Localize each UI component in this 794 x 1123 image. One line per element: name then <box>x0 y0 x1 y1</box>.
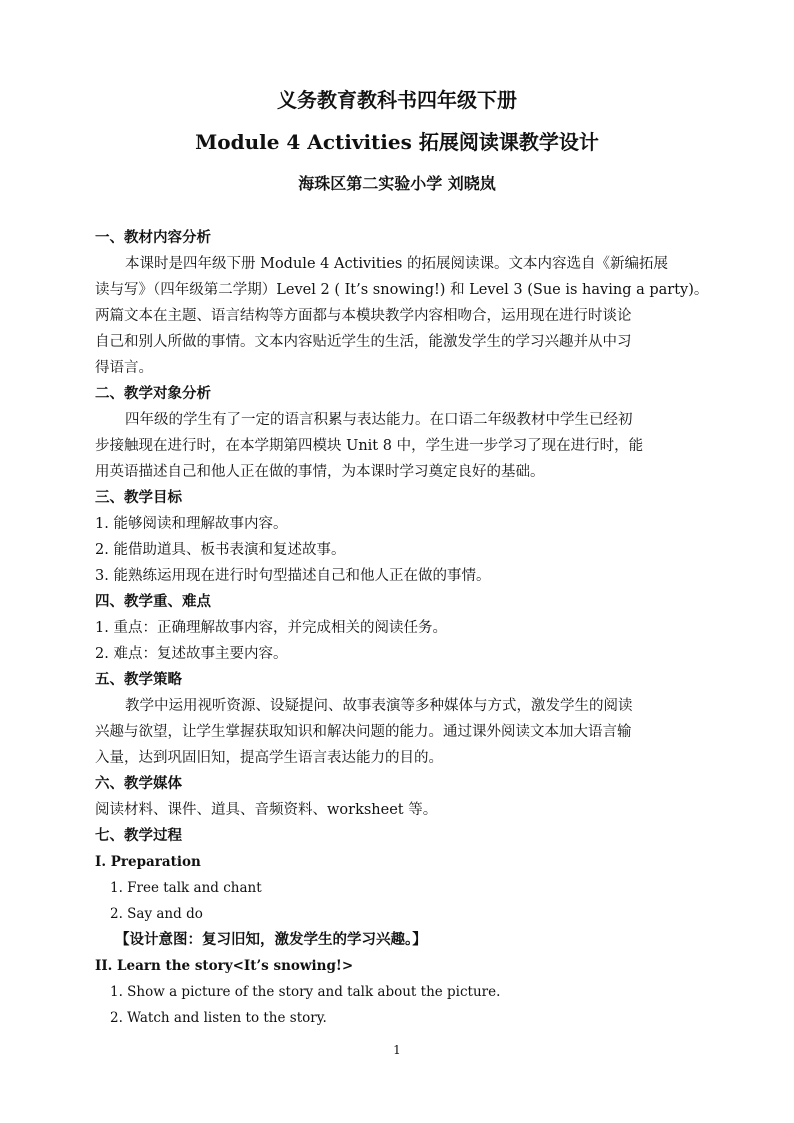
paragraph-line: 读与写》（四年级第二学期）Level 2 ( It’s snowing!) 和 Level 3 (Sue is having a party)。 <box>95 282 709 298</box>
list-item: 1. 能够阅读和理解故事内容。 <box>95 516 288 532</box>
design-intent-note: 【设计意图：复习旧知，激发学生的学习兴趣。】 <box>115 931 427 948</box>
list-item: 2. Watch and listen to the story. <box>110 1010 327 1026</box>
paragraph-line: 得语言。 <box>95 360 153 376</box>
paragraph-line: 兴趣与欲望，让学生掌握获取知识和解决问题的能力。通过课外阅读文本加大语言输 <box>95 724 632 740</box>
list-item: 2. 能借助道具、板书表演和复述故事。 <box>95 542 346 558</box>
section-heading-strategy: 五、教学策略 <box>95 671 182 688</box>
section-heading-media: 六、教学媒体 <box>95 775 182 792</box>
list-item: 1. 重点：正确理解故事内容，并完成相关的阅读任务。 <box>95 620 447 636</box>
page-number: 1 <box>393 1043 401 1057</box>
section-heading-students: 二、教学对象分析 <box>95 385 211 402</box>
paragraph-line: 阅读材料、课件、道具、音频资料、worksheet 等。 <box>95 802 438 818</box>
section-heading-process: 七、教学过程 <box>95 827 182 844</box>
step-heading-learn-story: II. Learn the story<It’s snowing!> <box>95 958 354 974</box>
document-title: 义务教育教科书四年级下册 <box>277 88 517 112</box>
paragraph-line: 本课时是四年级下册 Module 4 Activities 的拓展阅读课。文本内容选自《新编拓展 <box>125 256 668 272</box>
document-subtitle: Module 4 Activities 拓展阅读课教学设计 <box>195 130 599 154</box>
paragraph-line: 教学中运用视听资源、设疑提问、故事表演等多种媒体与方式，激发学生的阅读 <box>125 698 633 714</box>
step-heading-preparation: I. Preparation <box>95 854 201 870</box>
section-heading-key-points: 四、教学重、难点 <box>95 593 211 610</box>
author-line: 海珠区第二实验小学 刘晓岚 <box>298 174 496 193</box>
paragraph-line: 两篇文本在主题、语言结构等方面都与本模块教学内容相吻合，运用现在进行时谈论 <box>95 308 632 324</box>
paragraph-line: 入量，达到巩固旧知，提高学生语言表达能力的目的。 <box>95 750 443 766</box>
paragraph-line: 用英语描述自己和他人正在做的事情，为本课时学习奠定良好的基础。 <box>95 464 545 480</box>
list-item: 2. 难点：复述故事主要内容。 <box>95 646 288 662</box>
section-heading-objectives: 三、教学目标 <box>95 489 182 506</box>
list-item: 1. Free talk and chant <box>110 880 262 896</box>
paragraph-line: 自己和别人所做的事情。文本内容贴近学生的生活，能激发学生的学习兴趣并从中习 <box>95 334 632 350</box>
list-item: 3. 能熟练运用现在进行时句型描述自己和他人正在做的事情。 <box>95 568 491 584</box>
list-item: 2. Say and do <box>110 906 203 922</box>
paragraph-line: 四年级的学生有了一定的语言积累与表达能力。在口语二年级教材中学生已经初 <box>125 412 633 428</box>
paragraph-line: 步接触现在进行时，在本学期第四模块 Unit 8 中，学生进一步学习了现在进行时，能 <box>95 438 644 454</box>
section-heading-content-analysis: 一、教材内容分析 <box>95 229 211 246</box>
list-item: 1. Show a picture of the story and talk about the picture. <box>110 984 501 1000</box>
